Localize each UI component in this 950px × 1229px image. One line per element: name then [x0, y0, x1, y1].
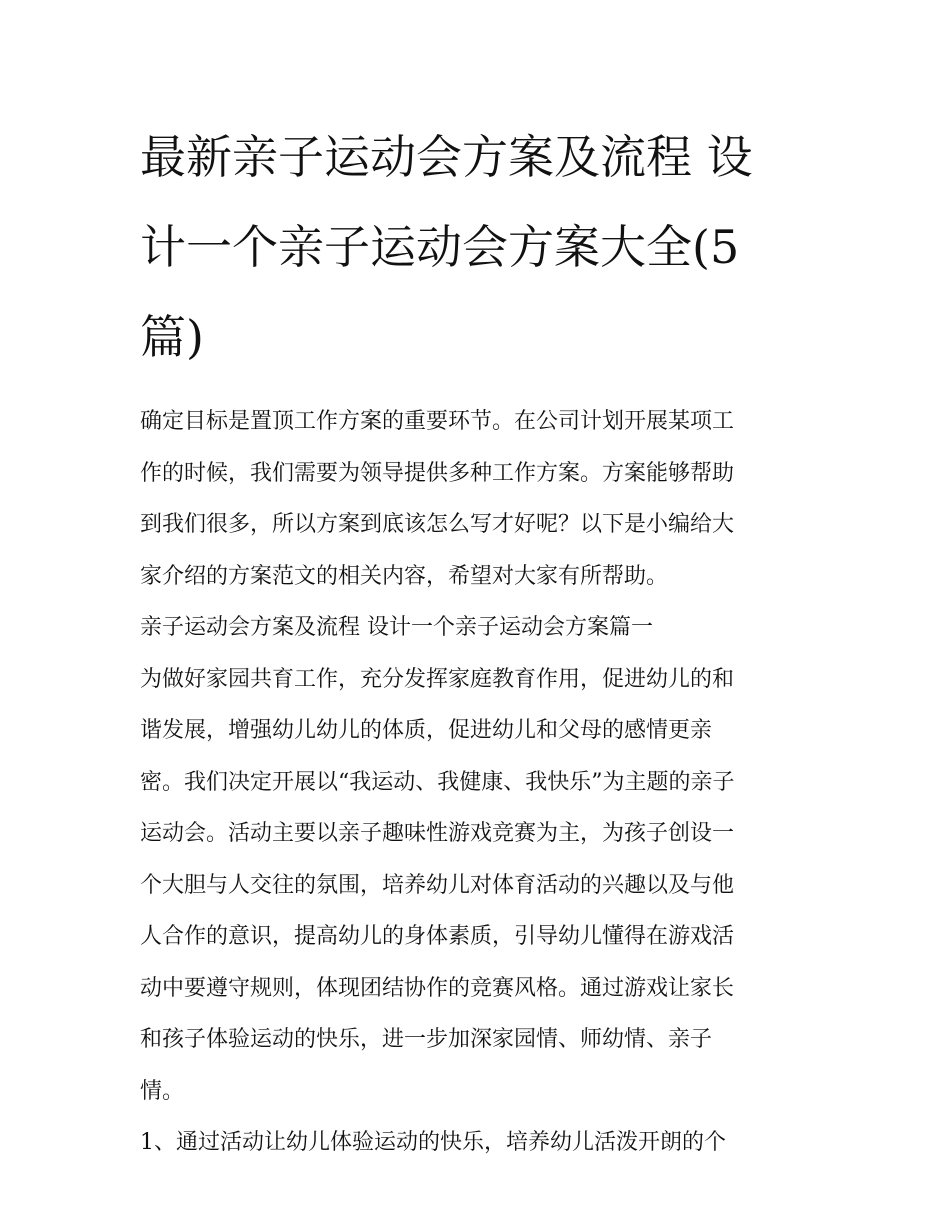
section-heading: 亲子运动会方案及流程 设计一个亲子运动会方案篇一	[140, 615, 653, 640]
title-line: 篇)	[140, 310, 204, 364]
intro-paragraph	[140, 396, 816, 602]
paragraph-line: 谐发展，增强幼儿幼儿的体质，促进幼儿和父母的感情更亲	[140, 718, 713, 743]
intro-line: 确定目标是置顶工作方案的重要环节。在公司计划开展某项工	[140, 409, 735, 434]
paragraph-line: 密。我们决定开展以“我运动、我健康、我快乐”为主题的亲子	[140, 769, 735, 795]
paragraph-line: 情。	[140, 1078, 185, 1104]
intro-line: 到我们很多，所以方案到底该怎么写才好呢？以下是小编给大	[140, 512, 735, 537]
document-title	[140, 112, 816, 382]
paragraph-line: 为做好家园共育工作，充分发挥家庭教育作用，促进幼儿的和	[140, 666, 735, 692]
paragraph-line: 个大胆与人交往的氛围，培养幼儿对体育活动的兴趣以及与他	[140, 872, 735, 898]
paragraph-line: 和孩子体验运动的快乐，进一步加深家园情、师幼情、亲子	[140, 1027, 713, 1052]
paragraph-line: 动中要遵守规则，体现团结协作的竞赛风格。通过游戏让家长	[140, 975, 735, 1001]
intro-line: 作的时候，我们需要为领导提供多种工作方案。方案能够帮助	[140, 460, 735, 486]
main-paragraph	[140, 654, 816, 1118]
document-body	[140, 396, 816, 1169]
title-line: 最新亲子运动会方案及流程 设	[140, 130, 753, 184]
title-line: 计一个亲子运动会方案大全(5	[140, 220, 740, 274]
list-item: 1、通过活动让幼儿体验运动的快乐，培养幼儿活泼开朗的个	[140, 1130, 726, 1155]
document-content	[140, 112, 816, 1169]
intro-line: 家介绍的方案范文的相关内容，希望对大家有所帮助。	[140, 563, 669, 589]
paragraph-line: 人合作的意识，提高幼儿的身体素质，引导幼儿懂得在游戏活	[140, 924, 735, 949]
paragraph-line: 运动会。活动主要以亲子趣味性游戏竞赛为主，为孩子创设一	[140, 821, 735, 846]
